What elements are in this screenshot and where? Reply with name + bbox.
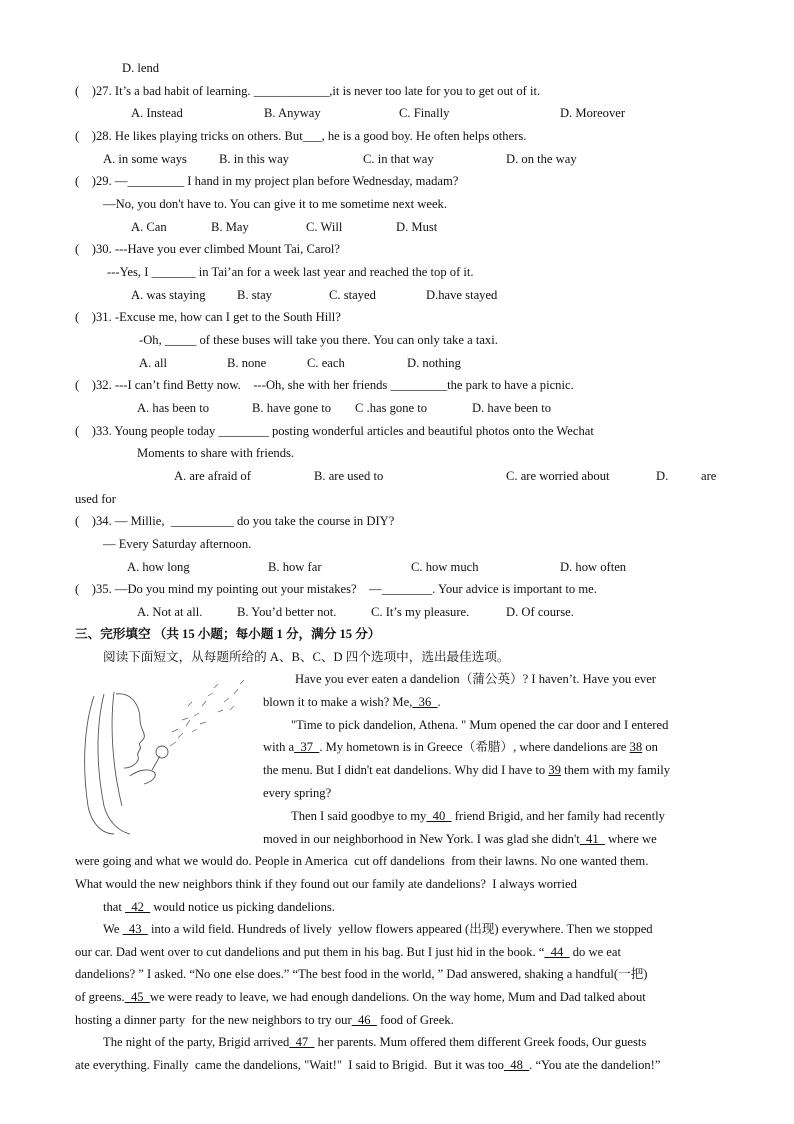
q30-c: C. stayed [329, 288, 376, 302]
cloze-line-10: What would the new neighbors think if they found out our family ate dandelions? I always worried [75, 877, 577, 891]
q34-line2: — Every Saturday afternoon. [103, 537, 252, 551]
cloze-line-3: "Time to pick dandelion, Athena. " Mum opened the car door and I entered [291, 718, 669, 732]
q29-d: D. Must [396, 220, 438, 234]
q33-d-wrap: used for [75, 492, 116, 506]
q33-b: B. are used to [314, 469, 384, 483]
cloze-line-2: blown it to make a wish? Me, 36 . [263, 695, 441, 709]
q29-stem: ( )29. —_________ I hand in my project plan before Wednesday, madam? [75, 174, 459, 188]
q32-b: B. have gone to [252, 401, 332, 415]
blank-39[interactable]: 39 [548, 763, 561, 777]
q31-a: A. all [139, 356, 167, 370]
q35-c: C. It’s my pleasure. [371, 605, 470, 619]
q33-c: C. are worried about [506, 469, 610, 483]
cloze-line-13: our car. Dad went over to cut dandelions and put them in his bag. But I just hid in the book. “ 44 do we eat [75, 945, 621, 959]
q29-b: B. May [211, 220, 249, 234]
q31-line2: -Oh, _____ of these buses will take you there. You can only take a taxi. [139, 333, 498, 347]
q32-stem: ( )32. ---I can’t find Betty now. ---Oh, she with her friends _________the park to have a picnic. [75, 378, 574, 392]
q27-a: A. Instead [131, 106, 183, 120]
cloze-line-6: every spring? [263, 786, 332, 800]
cloze-line-15: of greens. 45 we were ready to leave, we had enough dandelions. On the way home, Mum and Dad talked about [75, 990, 646, 1004]
cloze-instruction: 阅读下面短文，从每题所给的 A、B、C、D 四个选项中，选出最佳选项。 [103, 650, 510, 664]
q33-a: A. are afraid of [174, 469, 251, 483]
q28-stem: ( )28. He likes playing tricks on others. But___, he is a good boy. He often helps others. [75, 129, 527, 143]
q33-d-text: are [701, 469, 717, 483]
q34-d: D. how often [560, 560, 627, 574]
blank-45[interactable]: 45 [124, 990, 150, 1004]
blank-43[interactable]: 43 [122, 922, 148, 936]
cloze-line-7: Then I said goodbye to my 40 friend Brigid, and her family had recently [291, 809, 665, 823]
q30-line2: ---Yes, I _______ in Tai’an for a week last year and reached the top of it. [107, 265, 474, 279]
q35-a: A. Not at all. [137, 605, 203, 619]
q28-c: C. in that way [363, 152, 434, 166]
cloze-line-14: dandelions? ” I asked. “No one else does.” “The best food in the world, ” Dad answered, shaking a handful(一把) [75, 967, 648, 981]
cloze-line-1: Have you ever eaten a dandelion（蒲公英）? I haven’t. Have you ever [295, 672, 657, 686]
cloze-line-8: moved in our neighborhood in New York. I was glad she didn't 41 where we [263, 832, 657, 846]
blank-40[interactable]: 40 [426, 809, 452, 823]
q31-c: C. each [307, 356, 345, 370]
blank-41[interactable]: 41 [579, 832, 605, 846]
q34-c: C. how much [411, 560, 479, 574]
q33-line2: Moments to share with friends. [137, 446, 295, 460]
q34-b: B. how far [268, 560, 322, 574]
blank-47[interactable]: 47 [289, 1035, 315, 1049]
q29-line2: —No, you don't have to. You can give it to me sometime next week. [103, 197, 447, 211]
cloze-line-4: with a 37 . My hometown is in Greece（希腊）, where dandelions are 38 on [263, 740, 658, 754]
q34-a: A. how long [127, 560, 190, 574]
q31-b: B. none [227, 356, 267, 370]
q26-option-d: D. lend [122, 61, 160, 75]
cloze-line-9: were going and what we would do. People in America cut off dandelions from their lawns. No one wanted them. [75, 854, 649, 868]
q33-stem: ( )33. Young people today ________ posting wonderful articles and beautiful photos onto the Wechat [75, 424, 594, 438]
q29-a: A. Can [131, 220, 167, 234]
q32-d: D. have been to [472, 401, 552, 415]
q30-d: D.have stayed [426, 288, 498, 302]
q28-d: D. on the way [506, 152, 577, 166]
girl-blowing-dandelion-illustration [74, 676, 254, 836]
blank-46[interactable]: 46 [351, 1013, 377, 1027]
q28-a: A. in some ways [103, 152, 187, 166]
q30-a: A. was staying [131, 288, 206, 302]
q30-b: B. stay [237, 288, 272, 302]
cloze-heading: 三、完形填空 （共 15 小题；每小题 1 分，满分 15 分） [75, 627, 381, 641]
cloze-line-18: ate everything. Finally came the dandelions, "Wait!" I said to Brigid. But it was too 48 . “You ate the dandelion!” [75, 1058, 661, 1072]
q35-d: D. Of course. [506, 605, 574, 619]
cloze-line-5: the menu. But I didn't eat dandelions. Why did I have to 39 them with my family [263, 763, 671, 777]
q27-d: D. Moreover [560, 106, 626, 120]
q27-b: B. Anyway [264, 106, 321, 120]
cloze-line-16: hosting a dinner party for the new neighbors to try our 46 food of Greek. [75, 1013, 454, 1027]
blank-42[interactable]: 42 [125, 900, 151, 914]
cloze-line-11: that 42 would notice us picking dandelions. [103, 900, 335, 914]
q32-c: C .has gone to [355, 401, 428, 415]
q32-a: A. has been to [137, 401, 210, 415]
q33-d: D. [656, 469, 669, 483]
blank-44[interactable]: 44 [544, 945, 570, 959]
blank-36[interactable]: 36 [412, 695, 438, 709]
blank-37[interactable]: 37 [294, 740, 320, 754]
blank-38[interactable]: 38 [629, 740, 643, 754]
q30-stem: ( )30. ---Have you ever climbed Mount Tai, Carol? [75, 242, 341, 256]
q29-c: C. Will [306, 220, 343, 234]
q27-stem: ( )27. It’s a bad habit of learning. ____________,it is never too late for you to get out of it. [75, 84, 541, 98]
cloze-line-17: The night of the party, Brigid arrived 47 her parents. Mum offered them different Greek foods, Our guests [103, 1035, 647, 1049]
q28-b: B. in this way [219, 152, 289, 166]
cloze-line-12: We 43 into a wild field. Hundreds of lively yellow flowers appeared (出现) everywhere. Then we stopped [103, 922, 653, 936]
q31-d: D. nothing [407, 356, 461, 370]
q27-c: C. Finally [399, 106, 450, 120]
q31-stem: ( )31. -Excuse me, how can I get to the South Hill? [75, 310, 341, 324]
q34-stem: ( )34. — Millie, __________ do you take the course in DIY? [75, 514, 395, 528]
blank-48[interactable]: 48 [503, 1058, 530, 1072]
q35-stem: ( )35. —Do you mind my pointing out your mistakes? —________. Your advice is important to me. [75, 582, 597, 596]
q35-b: B. You’d better not. [237, 605, 337, 619]
